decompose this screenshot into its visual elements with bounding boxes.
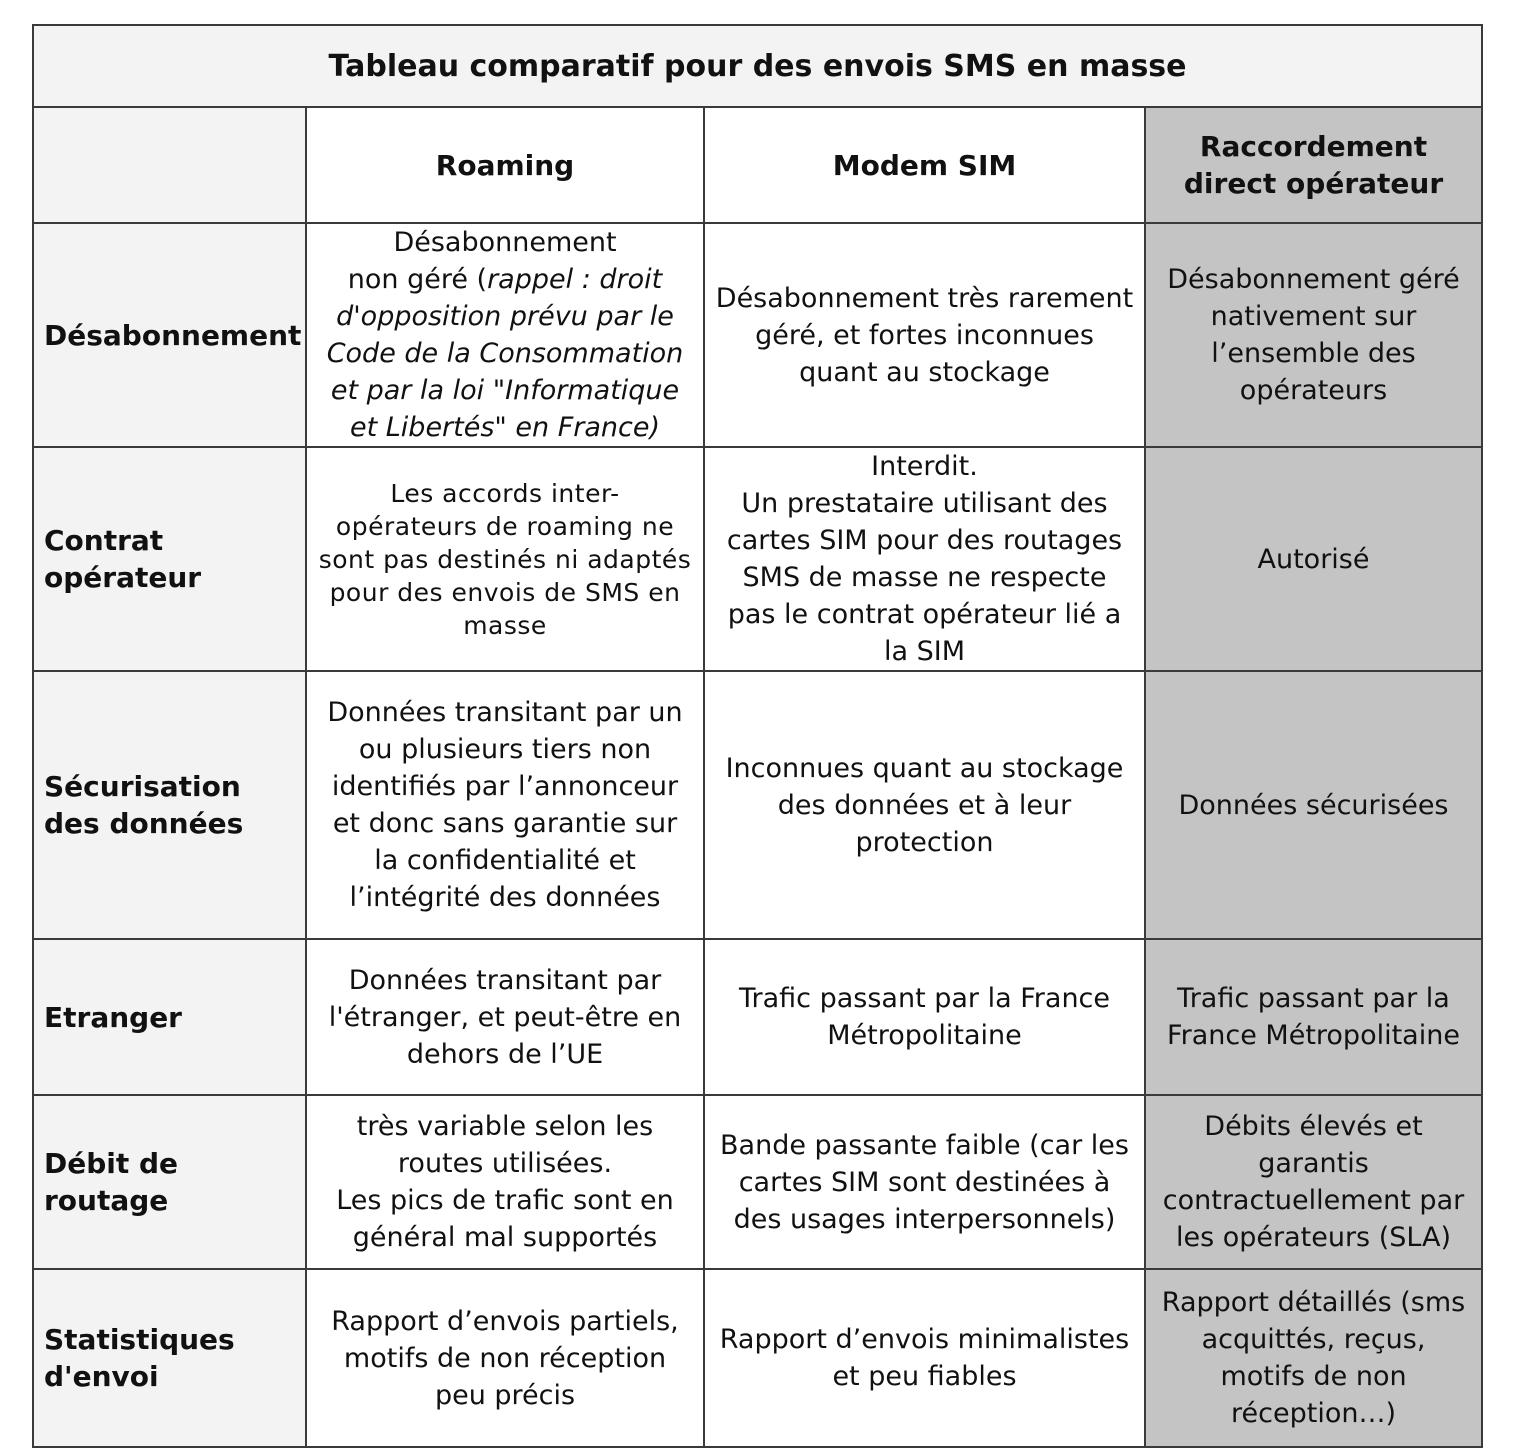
table-row xyxy=(33,1095,1482,1269)
table-row xyxy=(33,223,1482,447)
row-label-statistiques: Statistiques d'envoi xyxy=(33,1269,306,1447)
row-label-debit-routage: Débit de routage xyxy=(33,1095,306,1269)
table-row xyxy=(33,671,1482,939)
cell-roaming-securisation: Données transitant par un ou plusieurs tiers non identifiés par l’annonceur et donc sans garantie sur la confidentialité et l’intégrité des données xyxy=(306,671,704,939)
table-title: Tableau comparatif pour des envois SMS en masse xyxy=(33,25,1482,107)
cell-modem-securisation: Inconnues quant au stockage des données et à leur protection xyxy=(704,671,1145,939)
table-row xyxy=(33,939,1482,1095)
cell-direct-desabonnement: Désabonnement géré nativement sur l’ensemble des opérateurs xyxy=(1145,223,1482,447)
table-row xyxy=(33,1269,1482,1447)
column-header-roaming: Roaming xyxy=(306,107,704,223)
cell-roaming-debit: très variable selon les routes utilisées. Les pics de trafic sont en général mal supportés xyxy=(306,1095,704,1269)
cell-roaming-contrat: Les accords inter- opérateurs de roaming ne sont pas destinés ni adaptés pour des envois de SMS en masse xyxy=(306,447,704,671)
cell-modem-contrat: Interdit. Un prestataire utilisant des cartes SIM pour des routages SMS de masse ne respecte pas le contrat opérateur lié a la SIM xyxy=(704,447,1145,671)
comparison-table xyxy=(32,24,1483,1448)
row-label-contrat-operateur: Contrat opérateur xyxy=(33,447,306,671)
table-row xyxy=(33,447,1482,671)
cell-modem-etranger: Trafic passant par la France Métropolitaine xyxy=(704,939,1145,1095)
header-stub-cell xyxy=(33,107,306,223)
cell-direct-etranger: Trafic passant par la France Métropolitaine xyxy=(1145,939,1482,1095)
row-label-securisation: Sécurisation des données xyxy=(33,671,306,939)
cell-roaming-statistiques: Rapport d’envois partiels, motifs de non réception peu précis xyxy=(306,1269,704,1447)
cell-direct-debit: Débits élevés et garantis contractuellement par les opérateurs (SLA) xyxy=(1145,1095,1482,1269)
cell-direct-statistiques: Rapport détaillés (sms acquittés, reçus, motifs de non réception…) xyxy=(1145,1269,1482,1447)
header-row xyxy=(33,107,1482,223)
cell-modem-desabonnement: Désabonnement très rarement géré, et fortes inconnues quant au stockage xyxy=(704,223,1145,447)
cell-text-plain: Désabonnement non géré ( xyxy=(347,227,617,295)
cell-direct-contrat: Autorisé xyxy=(1145,447,1482,671)
column-header-modem-sim: Modem SIM xyxy=(704,107,1145,223)
cell-modem-debit: Bande passante faible (car les cartes SIM sont destinées à des usages interpersonnels) xyxy=(704,1095,1145,1269)
cell-direct-securisation: Données sécurisées xyxy=(1145,671,1482,939)
cell-modem-statistiques: Rapport d’envois minimalistes et peu fiables xyxy=(704,1269,1145,1447)
title-row xyxy=(33,25,1482,107)
cell-roaming-etranger: Données transitant par l'étranger, et peut-être en dehors de l’UE xyxy=(306,939,704,1095)
column-header-direct-operator: Raccordement direct opérateur xyxy=(1145,107,1482,223)
cell-roaming-desabonnement xyxy=(306,223,704,447)
cell-text-italic: rappel : droit d'opposition prévu par le Code de la Consommation et par la loi "Informatique et Libertés" en France) xyxy=(326,264,684,443)
row-label-desabonnement: Désabonnement xyxy=(33,223,306,447)
row-label-etranger: Etranger xyxy=(33,939,306,1095)
